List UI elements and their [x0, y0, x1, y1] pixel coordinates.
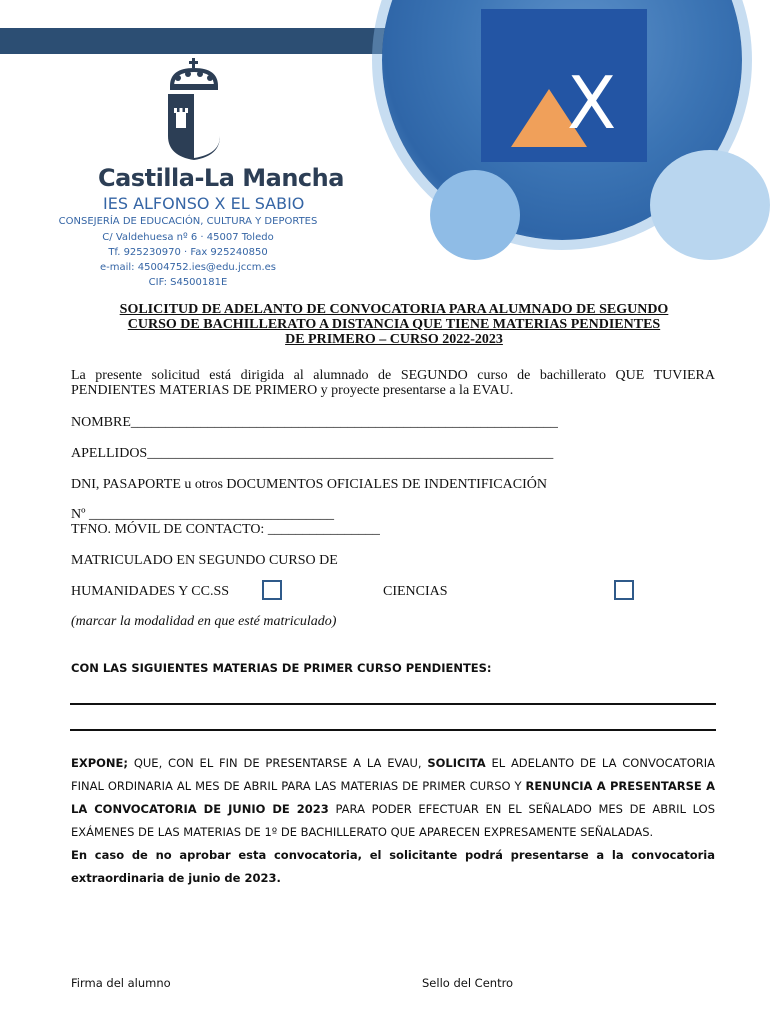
phone-line: Tf. 925230970 · Fax 925240850 — [108, 247, 268, 258]
cif-line: CIF: S4500181E — [148, 277, 228, 288]
ciencias-label: CIENCIAS — [383, 584, 448, 599]
school-name: IES ALFONSO X EL SABIO — [103, 194, 305, 213]
expone-paragraph: EXPONE; QUE, CON EL FIN DE PRESENTARSE A LA EVAU, SOLICITA EL ADELANTO DE LA CONVOCATORIA FINAL ORDINARIA AL MES DE ABRIL PARA LAS MATERIAS DE PRIMER CURSO Y RENUNCIA A PRESENTARSE A LA CONVOCATORIA DE JUNIO DE 2023 PARA PODER EFECTUAR EN EL SEÑALADO MES DE ABRIL LOS EXÁMENES DE LAS MATERIAS DE 1º DE BACHILLERATO QUE APARECEN EXPRESAMENTE SEÑALADAS. En caso de no aprobar esta convocatoria, el solicitante podrá presentarse a la convocatoria extraordinaria de junio de 2023. — [71, 752, 715, 890]
email-line: e-mail: 45004752.ies@edu.jccm.es — [99, 262, 277, 273]
title-line-2: CURSO DE BACHILLERATO A DISTANCIA QUE TIENE MATERIAS PENDIENTES — [127, 317, 661, 332]
decorative-circle-light — [650, 150, 770, 260]
expone-bold: EXPONE; — [71, 756, 129, 770]
materias-line-2[interactable] — [70, 729, 716, 731]
firma-label: Firma del alumno — [71, 976, 171, 990]
title-line-1: SOLICITUD DE ADELANTO DE CONVOCATORIA PARA ALUMNADO DE SEGUNDO — [119, 302, 669, 317]
intro-paragraph: La presente solicitud está dirigida al alumnado de SEGUNDO curso de bachillerato QUE TUVIERA PENDIENTES MATERIAS DE PRIMERO y proyecte presentarse a la EVAU. — [71, 368, 715, 398]
document-title — [60, 302, 728, 347]
dni-label: DNI, PASAPORTE u otros DOCUMENTOS OFICIALES DE INDENTIFICACIÓN — [71, 477, 547, 492]
materias-line-1[interactable] — [70, 703, 716, 705]
coat-of-arms-icon — [164, 58, 224, 162]
sello-label: Sello del Centro — [422, 976, 514, 990]
logo-letter: X — [567, 61, 617, 145]
matriculado-label: MATRICULADO EN SEGUNDO CURSO DE — [71, 553, 338, 568]
school-logo — [481, 9, 647, 162]
apellidos-field[interactable]: APELLIDOS__________________________________________________________ — [71, 446, 554, 461]
humanidades-label: HUMANIDADES Y CC.SS — [71, 584, 230, 599]
address-line: C/ Valdehuesa nº 6 · 45007 Toledo — [102, 232, 274, 243]
nombre-field[interactable]: NOMBRE_____________________________________________________________ — [71, 415, 558, 430]
caso-no-aprobar: En caso de no aprobar esta convocatoria, el solicitante podrá presentarse a la convocatoria extraordinaria de junio de 2023. — [71, 848, 715, 885]
telefono-field[interactable]: TFNO. MÓVIL DE CONTACTO: ________________ — [71, 522, 380, 537]
materias-heading: CON LAS SIGUIENTES MATERIAS DE PRIMER CURSO PENDIENTES: — [71, 661, 492, 675]
numero-field[interactable]: Nº ___________________________________ — [71, 507, 334, 522]
humanidades-checkbox[interactable] — [262, 580, 282, 600]
consejeria-line: CONSEJERÍA DE EDUCACIÓN, CULTURA Y DEPORTES — [58, 216, 318, 227]
modalidad-note: (marcar la modalidad en que esté matriculado) — [71, 614, 337, 629]
solicita-bold: SOLICITA — [427, 756, 486, 770]
title-line-3: DE PRIMERO – CURSO 2022-2023 — [285, 332, 503, 347]
ciencias-checkbox[interactable] — [614, 580, 634, 600]
region-brand: Castilla-La Mancha — [98, 164, 344, 192]
renuncia-bold: RENUNCIA A PRESENTARSE A LA CONVOCATORIA DE JUNIO DE 2023 — [71, 779, 715, 816]
decorative-circle-small — [430, 170, 520, 260]
